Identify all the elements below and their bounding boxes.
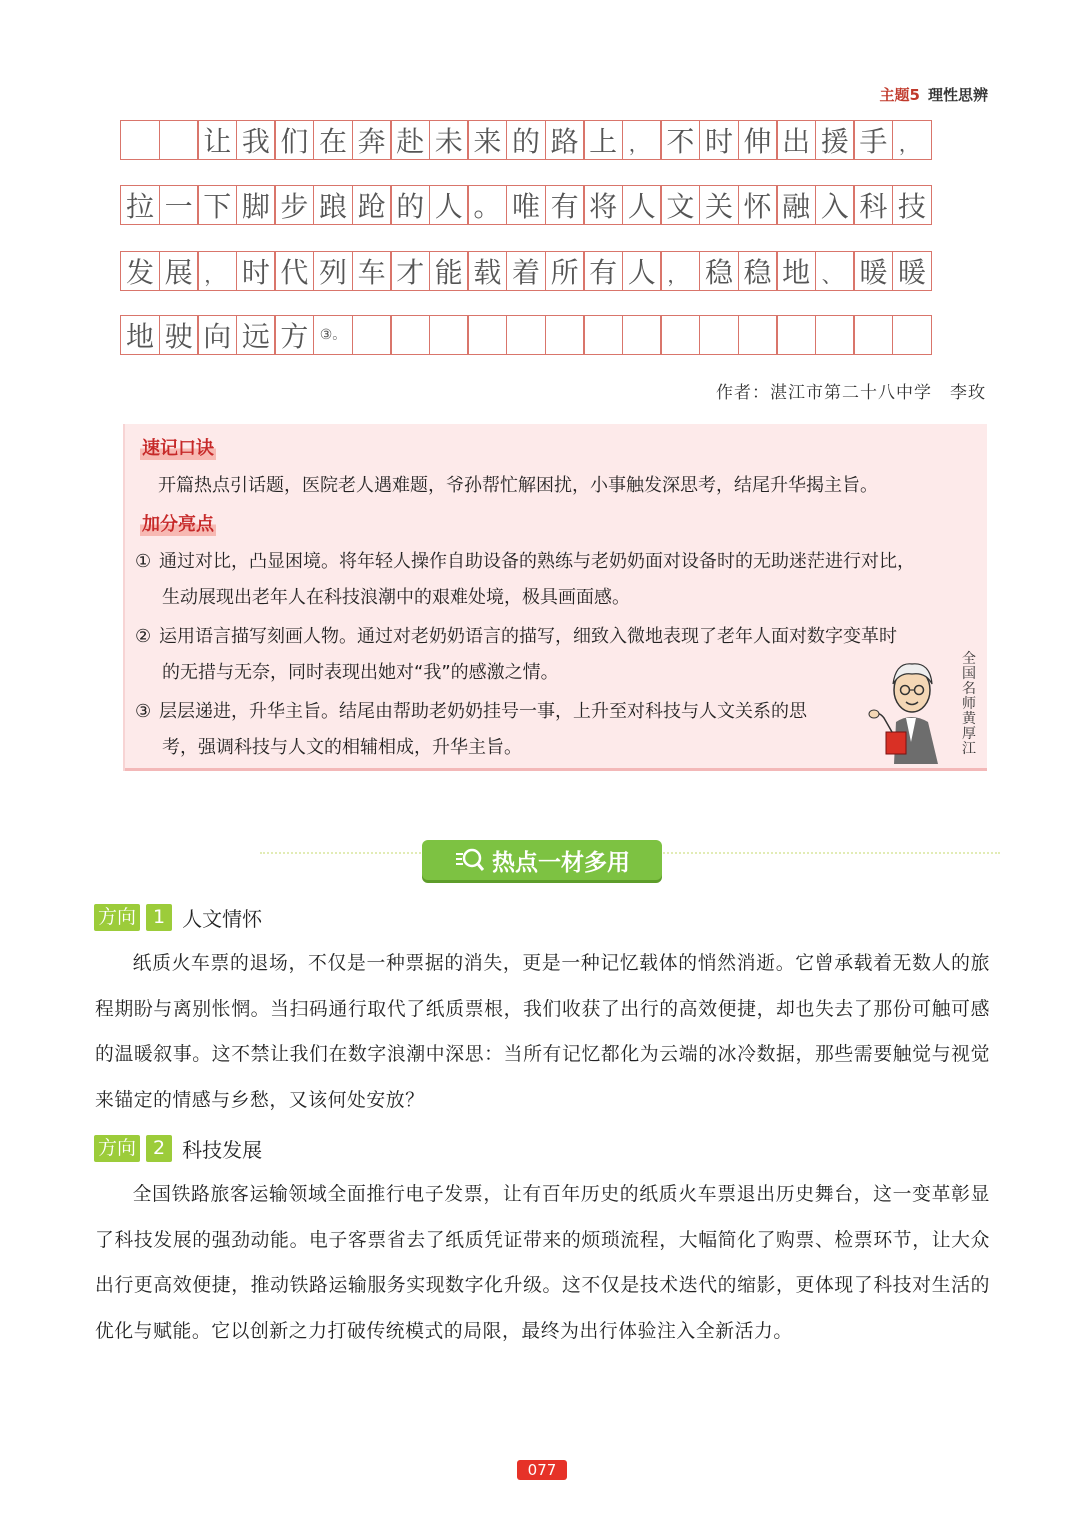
grid-row bbox=[120, 120, 930, 160]
direction-title: 科技发展 bbox=[182, 1138, 263, 1162]
grid-cell: 向 bbox=[197, 315, 237, 355]
grid-cell: 科 bbox=[853, 185, 893, 225]
grid-cell: 人 bbox=[622, 185, 662, 225]
grid-cell bbox=[545, 315, 585, 355]
memo-text: 开篇热点引话题，医院老人遇难题，爷孙帮忙解困扰，小事触发深思考，结尾升华揭主旨。 bbox=[158, 475, 878, 496]
grid-cell: 步 bbox=[274, 185, 314, 225]
grid-cell bbox=[159, 120, 199, 160]
direction-number: 1 bbox=[146, 904, 172, 931]
grid-cell: 代 bbox=[274, 251, 314, 291]
grid-cell bbox=[506, 315, 546, 355]
grid-cell: 远 bbox=[236, 315, 276, 355]
highlight-point-2 bbox=[135, 619, 897, 691]
point-number: ① bbox=[135, 551, 152, 572]
grid-cell: 赴 bbox=[390, 120, 430, 160]
grid-cell: 着 bbox=[506, 251, 546, 291]
grid-cell bbox=[738, 315, 778, 355]
grid-cell: 、 bbox=[815, 251, 855, 291]
grid-cell: 入 bbox=[815, 185, 855, 225]
grid-cell: 路 bbox=[545, 120, 585, 160]
grid-cell bbox=[853, 315, 893, 355]
grid-cell: 们 bbox=[274, 120, 314, 160]
point-text: 考，强调科技与人文的相辅相成，升华主旨。 bbox=[162, 737, 522, 758]
direction-tag: 方向 bbox=[94, 1135, 140, 1162]
highlight-title: 加分亮点 bbox=[140, 510, 216, 536]
grid-cell: 能 bbox=[429, 251, 469, 291]
grid-cell: 奔 bbox=[352, 120, 392, 160]
grid-cell: ③。 bbox=[313, 315, 353, 355]
grid-cell: 有 bbox=[545, 185, 585, 225]
direction-heading-2 bbox=[94, 1134, 262, 1163]
grid-cell: 稳 bbox=[738, 251, 778, 291]
grid-cell: 拉 bbox=[120, 185, 160, 225]
grid-cell: ， bbox=[660, 251, 700, 291]
grid-cell: 技 bbox=[892, 185, 932, 225]
grid-cell bbox=[892, 315, 932, 355]
highlight-point-1 bbox=[135, 544, 915, 616]
header-topic: 理性思辨 bbox=[927, 86, 988, 104]
direction-title: 人文情怀 bbox=[182, 907, 263, 931]
grid-cell: 所 bbox=[545, 251, 585, 291]
grid-cell: 。 bbox=[467, 185, 507, 225]
grid-cell bbox=[390, 315, 430, 355]
highlight-point-3 bbox=[135, 694, 807, 766]
point-text: 运用语言描写刻画人物。通过对老奶奶语言的描写，细致入微地表现了老年人面对数字变革时 bbox=[159, 626, 897, 647]
grid-cell: 载 bbox=[467, 251, 507, 291]
grid-cell: 地 bbox=[776, 251, 816, 291]
banner-title: 热点一材多用 bbox=[492, 849, 630, 876]
grid-cell: 援 bbox=[815, 120, 855, 160]
grid-cell: 伸 bbox=[738, 120, 778, 160]
grid-cell bbox=[467, 315, 507, 355]
grid-cell: 将 bbox=[583, 185, 623, 225]
grid-cell: 时 bbox=[699, 120, 739, 160]
grid-cell: 暖 bbox=[892, 251, 932, 291]
grid-cell bbox=[352, 315, 392, 355]
direction-tag: 方向 bbox=[94, 904, 140, 931]
grid-cell bbox=[699, 315, 739, 355]
grid-cell bbox=[120, 120, 160, 160]
grid-cell bbox=[776, 315, 816, 355]
grid-cell: ， bbox=[622, 120, 662, 160]
grid-cell: 才 bbox=[390, 251, 430, 291]
direction-number: 2 bbox=[146, 1135, 172, 1162]
header-theme: 主题5 bbox=[879, 86, 920, 104]
grid-cell: 人 bbox=[429, 185, 469, 225]
grid-cell: 人 bbox=[622, 251, 662, 291]
grid-row bbox=[120, 315, 930, 355]
grid-cell: 有 bbox=[583, 251, 623, 291]
grid-cell: 怀 bbox=[738, 185, 778, 225]
grid-cell: 稳 bbox=[699, 251, 739, 291]
grid-cell: 脚 bbox=[236, 185, 276, 225]
magnifier-icon bbox=[454, 847, 484, 873]
direction-paragraph-1: 纸质火车票的退场，不仅是一种票据的消失，更是一种记忆载体的悄然消逝。它曾承载着无数人的旅程期盼与离别怅惘。当扫码通行取代了纸质票根，我们收获了出行的高效便捷，却也失去了那份可触可感的温暖叙事。这不禁让我们在数字浪潮中深思：当所有记忆都化为云端的冰冷数据，那些需要触觉与视觉来锚定的情感与乡愁，又该何处安放？ bbox=[95, 953, 990, 1111]
grid-cell: 展 bbox=[159, 251, 199, 291]
memo-title: 速记口诀 bbox=[140, 434, 216, 460]
grid-cell: 地 bbox=[120, 315, 160, 355]
grid-cell: 唯 bbox=[506, 185, 546, 225]
grid-cell: 暖 bbox=[853, 251, 893, 291]
grid-cell: 一 bbox=[159, 185, 199, 225]
grid-cell: 来 bbox=[467, 120, 507, 160]
section-banner bbox=[422, 840, 662, 880]
point-text: 层层递进，升华主旨。结尾由帮助老奶奶挂号一事，上升至对科技与人文关系的思 bbox=[159, 701, 807, 722]
direction-heading-1 bbox=[94, 903, 262, 932]
teacher-label: 全国名师黄厚江 bbox=[962, 651, 976, 757]
grid-cell: 车 bbox=[352, 251, 392, 291]
grid-row bbox=[120, 185, 930, 225]
grid-cell: 踉 bbox=[313, 185, 353, 225]
grid-cell bbox=[815, 315, 855, 355]
grid-cell: 让 bbox=[197, 120, 237, 160]
grid-cell: 下 bbox=[197, 185, 237, 225]
grid-cell: 发 bbox=[120, 251, 160, 291]
grid-cell: ， bbox=[197, 251, 237, 291]
running-header bbox=[880, 84, 988, 105]
grid-cell: 上 bbox=[583, 120, 623, 160]
page-number: 077 bbox=[517, 1460, 567, 1480]
grid-cell: 列 bbox=[313, 251, 353, 291]
grid-cell: 驶 bbox=[159, 315, 199, 355]
point-number: ② bbox=[135, 626, 152, 647]
grid-cell bbox=[429, 315, 469, 355]
grid-cell: ， bbox=[892, 120, 932, 160]
grid-cell: 跄 bbox=[352, 185, 392, 225]
summary-box bbox=[125, 424, 987, 771]
grid-cell bbox=[660, 315, 700, 355]
grid-cell: 时 bbox=[236, 251, 276, 291]
grid-cell: 融 bbox=[776, 185, 816, 225]
grid-cell: 的 bbox=[506, 120, 546, 160]
author-line: 作者：湛江市第二十八中学 李玫 bbox=[716, 383, 986, 403]
point-text: 的无措与无奈，同时表现出她对“我”的感激之情。 bbox=[162, 662, 559, 683]
grid-cell bbox=[622, 315, 662, 355]
grid-cell: 关 bbox=[699, 185, 739, 225]
grid-cell: 我 bbox=[236, 120, 276, 160]
teacher-illustration-icon bbox=[866, 652, 956, 764]
grid-cell: 出 bbox=[776, 120, 816, 160]
grid-cell: 文 bbox=[660, 185, 700, 225]
point-text: 生动展现出老年人在科技浪潮中的艰难处境，极具画面感。 bbox=[162, 587, 630, 608]
grid-cell: 的 bbox=[390, 185, 430, 225]
grid-cell: 手 bbox=[853, 120, 893, 160]
grid-cell: 在 bbox=[313, 120, 353, 160]
direction-paragraph-2: 全国铁路旅客运输领域全面推行电子发票，让有百年历史的纸质火车票退出历史舞台，这一变革彰显了科技发展的强劲动能。电子客票省去了纸质凭证带来的烦琐流程，大幅简化了购票、检票环节，让大众出行更高效便捷，推动铁路运输服务实现数字化升级。这不仅是技术迭代的缩影，更体现了科技对生活的优化与赋能。它以创新之力打破传统模式的局限，最终为出行体验注入全新活力。 bbox=[95, 1184, 990, 1342]
point-number: ③ bbox=[135, 701, 152, 722]
point-text: 通过对比，凸显困境。将年轻人操作自助设备的熟练与老奶奶面对设备时的无助迷茫进行对比， bbox=[159, 551, 915, 572]
grid-cell: 方 bbox=[274, 315, 314, 355]
grid-cell: 未 bbox=[429, 120, 469, 160]
grid-row bbox=[120, 251, 930, 291]
grid-cell bbox=[583, 315, 623, 355]
grid-cell: 不 bbox=[660, 120, 700, 160]
